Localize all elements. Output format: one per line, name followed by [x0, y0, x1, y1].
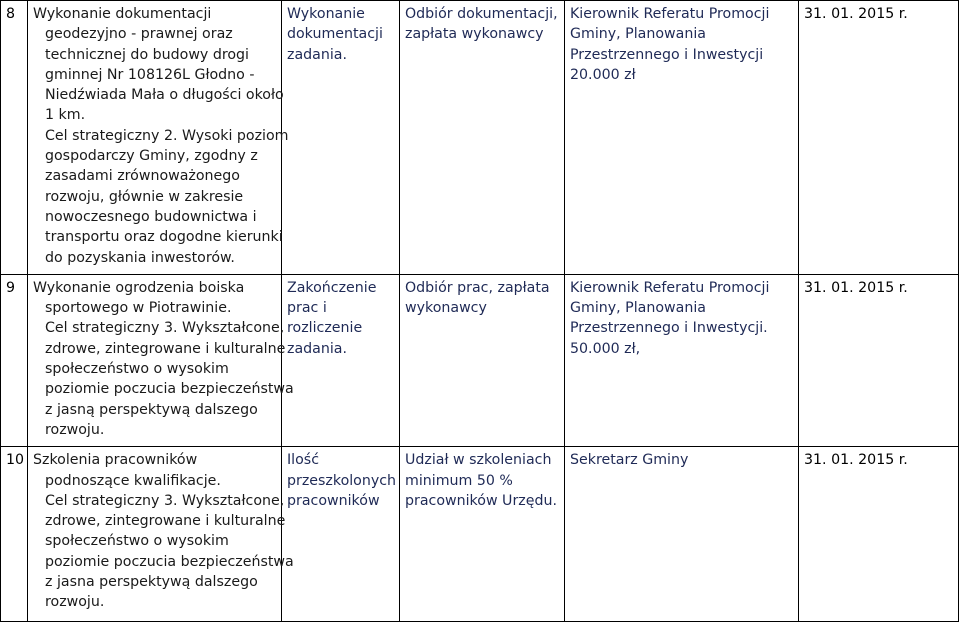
task-line: do pozyskania inwestorów.: [45, 249, 235, 266]
task-line: rozwoju, głównie w zakresie: [45, 188, 244, 205]
indicator-cell: [400, 274, 565, 446]
deadline-cell: [799, 274, 959, 446]
task-line: z jasna perspektywą dalszego: [45, 574, 258, 591]
task-line: gospodarczy Gminy, zgodny z: [45, 148, 258, 165]
outcome-cell: [282, 1, 400, 275]
deadline-date: 31. 01. 2015 r.: [804, 452, 908, 469]
indicator-line: pracowników Urzędu.: [405, 492, 557, 509]
task-line: Cel strategiczny 3. Wykształcone,: [45, 320, 285, 337]
outcome-line: Zakończenie: [287, 279, 377, 296]
responsible-line: Kierownik Referatu Promocji: [570, 279, 770, 296]
indicator-line: Odbiór dokumentacji,: [405, 6, 558, 22]
outcome-line: zadania.: [287, 46, 347, 63]
responsible-cell: [565, 274, 799, 446]
responsible-cell: [565, 1, 799, 275]
outcome-cell: [282, 447, 400, 622]
outcome-line: prac i: [287, 300, 327, 317]
task-line: nowoczesnego budownictwa i: [45, 208, 257, 225]
row-number: 8: [6, 6, 16, 22]
task-line: zdrowe, zintegrowane i kulturalne: [45, 513, 286, 530]
row-number: 10: [6, 452, 25, 469]
task-description-cell: [28, 274, 294, 446]
task-line: Cel strategiczny 3. Wykształcone,: [45, 492, 285, 509]
indicator-cell: [400, 447, 565, 622]
deadline-date: 31. 01. 2015 r.: [804, 6, 908, 22]
task-line: gminnej Nr 108126L Głodno -: [45, 66, 255, 83]
task-line: transportu oraz dogodne kierunki: [45, 229, 283, 246]
indicator-line: minimum 50 %: [405, 472, 513, 489]
outcome-line: dokumentacji: [287, 26, 383, 43]
responsible-line: Gminy, Planowania: [570, 300, 706, 317]
row-number-cell: [1, 1, 28, 275]
task-line: podnoszące kwalifikacje.: [45, 472, 221, 489]
task-line: Szkolenia pracowników: [33, 452, 198, 469]
outcome-line: Ilość: [287, 452, 319, 469]
task-line: społeczeństwo o wysokim: [45, 361, 229, 378]
task-line: społeczeństwo o wysokim: [45, 533, 229, 550]
row-number: 9: [6, 279, 16, 296]
outcome-line: Wykonanie: [287, 6, 365, 22]
responsible-line: Kierownik Referatu Promocji: [570, 6, 770, 22]
task-line: Wykonanie ogrodzenia boiska: [33, 279, 245, 296]
task-line: sportowego w Piotrawinie.: [45, 300, 232, 317]
task-line: geodezyjno - prawnej oraz: [45, 26, 233, 43]
responsible-line: 20.000 zł: [570, 66, 636, 83]
task-line: Cel strategiczny 2. Wysoki poziom: [45, 127, 289, 144]
indicator-line: wykonawcy: [405, 300, 487, 317]
task-line: poziomie poczucia bezpieczeństwa: [45, 553, 294, 570]
responsible-line: Sekretarz Gminy: [570, 452, 689, 469]
indicator-cell: [400, 1, 565, 275]
task-line: z jasną perspektywą dalszego: [45, 401, 258, 418]
responsible-line: Gminy, Planowania: [570, 26, 706, 43]
row-number-cell: [1, 274, 28, 446]
task-description-cell: [28, 447, 294, 622]
task-line: rozwoju.: [45, 594, 105, 611]
outcome-line: pracowników: [287, 492, 380, 509]
deadline-cell: [799, 1, 959, 275]
responsible-line: 50.000 zł,: [570, 340, 641, 357]
task-line: 1 km.: [45, 107, 86, 124]
indicator-line: Odbiór prac, zapłata: [405, 279, 550, 296]
outcome-line: zadania.: [287, 340, 347, 357]
task-line: Niedźwiada Mała o długości około: [45, 87, 284, 104]
task-description-cell: [28, 1, 289, 275]
row-number-cell: [1, 447, 28, 622]
task-line: zdrowe, zintegrowane i kulturalne: [45, 340, 286, 357]
table-row: [1, 1, 959, 275]
deadline-cell: [799, 447, 959, 622]
task-line: Wykonanie dokumentacji: [33, 6, 212, 22]
task-line: zasadami zrównoważonego: [45, 168, 240, 185]
responsible-line: Przestrzennego i Inwestycji: [570, 46, 764, 63]
task-line: technicznej do budowy drogi: [45, 46, 249, 63]
table-row: [1, 274, 959, 446]
table-row: [1, 447, 959, 622]
responsible-cell: [565, 447, 799, 622]
deadline-date: 31. 01. 2015 r.: [804, 279, 908, 296]
indicator-line: zapłata wykonawcy: [405, 26, 544, 43]
task-line: poziomie poczucia bezpieczeństwa: [45, 381, 294, 398]
outcome-line: rozliczenie: [287, 320, 363, 337]
task-line: rozwoju.: [45, 421, 105, 438]
outcome-cell: [282, 274, 400, 446]
responsible-line: Przestrzennego i Inwestycji.: [570, 320, 768, 337]
indicator-line: Udział w szkoleniach: [405, 452, 552, 469]
outcome-line: przeszkolonych: [287, 472, 397, 489]
